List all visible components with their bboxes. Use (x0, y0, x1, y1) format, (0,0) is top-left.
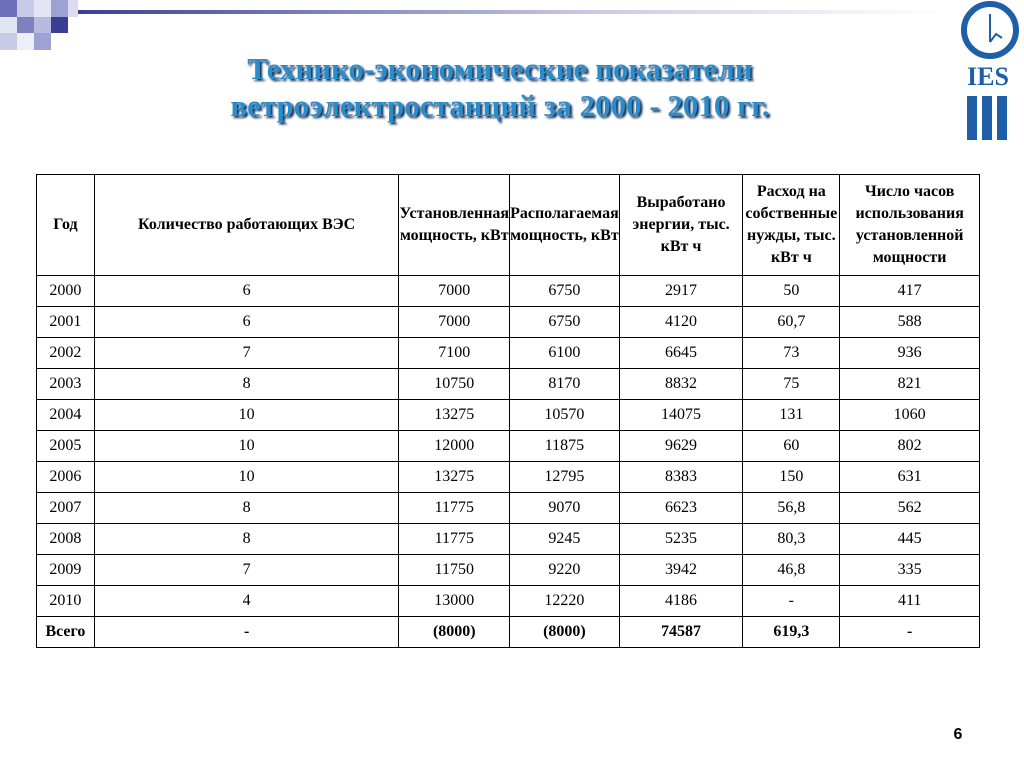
cell-energy-produced: 8383 (619, 462, 743, 493)
cell-installed-capacity: 7000 (399, 276, 510, 307)
cell-utilization-hours: 802 (840, 431, 980, 462)
cell-station-count: 7 (94, 338, 399, 369)
cell-year: 2005 (37, 431, 95, 462)
cell-available-capacity: 12795 (510, 462, 620, 493)
cell-station-count: 6 (94, 276, 399, 307)
header-available-capacity: Располагаемая мощность, кВт (510, 175, 620, 276)
cell-energy-produced: 9629 (619, 431, 743, 462)
cell-available-capacity: 10570 (510, 400, 620, 431)
cell-year: 2006 (37, 462, 95, 493)
cell-energy-produced: 8832 (619, 369, 743, 400)
cell-station-count: 8 (94, 524, 399, 555)
cell-own-consumption: 73 (743, 338, 840, 369)
cell-installed-capacity: 11750 (399, 555, 510, 586)
header-energy-produced: Выработано энергии, тыс. кВт ч (619, 175, 743, 276)
decor-square (0, 17, 17, 33)
header-installed-capacity: Установленная мощность, кВт (399, 175, 510, 276)
table-row (37, 493, 980, 524)
cell-available-capacity: 12220 (510, 586, 620, 617)
total-cell-station-count: - (94, 617, 399, 648)
cell-installed-capacity: 13275 (399, 462, 510, 493)
cell-station-count: 10 (94, 462, 399, 493)
cell-installed-capacity: 10750 (399, 369, 510, 400)
cell-available-capacity: 11875 (510, 431, 620, 462)
cell-utilization-hours: 335 (840, 555, 980, 586)
cell-year: 2003 (37, 369, 95, 400)
decor-line (78, 10, 940, 14)
cell-station-count: 10 (94, 431, 399, 462)
cell-station-count: 8 (94, 493, 399, 524)
decor-square (51, 0, 68, 17)
cell-own-consumption: 80,3 (743, 524, 840, 555)
total-cell-year: Всего (37, 617, 95, 648)
header-own-consumption: Расход на собственные нужды, тыс. кВт ч (743, 175, 840, 276)
table-row (37, 276, 980, 307)
cell-own-consumption: 50 (743, 276, 840, 307)
cell-station-count: 8 (94, 369, 399, 400)
cell-available-capacity: 6100 (510, 338, 620, 369)
cell-installed-capacity: 13000 (399, 586, 510, 617)
table-row (37, 431, 980, 462)
decor-square (0, 33, 17, 50)
total-cell-utilization-hours: - (840, 617, 980, 648)
cell-available-capacity: 9070 (510, 493, 620, 524)
table-total-row (37, 617, 980, 648)
cell-own-consumption: 150 (743, 462, 840, 493)
cell-energy-produced: 4186 (619, 586, 743, 617)
cell-station-count: 7 (94, 555, 399, 586)
slide-title (140, 50, 860, 124)
slide-title-line1: Технико-экономические показатели (247, 51, 753, 86)
decor-square (68, 0, 78, 17)
decor-square (51, 17, 68, 33)
table-row (37, 307, 980, 338)
cell-utilization-hours: 445 (840, 524, 980, 555)
cell-energy-produced: 14075 (619, 400, 743, 431)
decor-square (34, 33, 51, 50)
cell-own-consumption: 56,8 (743, 493, 840, 524)
table-row (37, 524, 980, 555)
cell-own-consumption: 75 (743, 369, 840, 400)
total-cell-own-consumption: 619,3 (743, 617, 840, 648)
cell-energy-produced: 4120 (619, 307, 743, 338)
cell-year: 2010 (37, 586, 95, 617)
total-cell-available-capacity: (8000) (510, 617, 620, 648)
cell-energy-produced: 2917 (619, 276, 743, 307)
cell-own-consumption: 131 (743, 400, 840, 431)
cell-year: 2000 (37, 276, 95, 307)
table-row (37, 338, 980, 369)
cell-year: 2004 (37, 400, 95, 431)
cell-own-consumption: - (743, 586, 840, 617)
decor-square (34, 17, 51, 33)
logo-text: IES (967, 62, 1009, 91)
cell-energy-produced: 5235 (619, 524, 743, 555)
cell-energy-produced: 3942 (619, 555, 743, 586)
cell-available-capacity: 9220 (510, 555, 620, 586)
slide-title-line2: ветроэлектростанций за 2000 - 2010 гг. (230, 88, 770, 123)
cell-utilization-hours: 821 (840, 369, 980, 400)
cell-energy-produced: 6623 (619, 493, 743, 524)
page-number: 6 (953, 726, 963, 743)
cell-station-count: 6 (94, 307, 399, 338)
cell-year: 2002 (37, 338, 95, 369)
cell-installed-capacity: 11775 (399, 493, 510, 524)
decor-square (34, 0, 51, 17)
cell-year: 2001 (37, 307, 95, 338)
cell-own-consumption: 60,7 (743, 307, 840, 338)
cell-available-capacity: 6750 (510, 276, 620, 307)
decor-square (0, 0, 17, 17)
cell-utilization-hours: 631 (840, 462, 980, 493)
decor-square (17, 33, 34, 50)
table-row (37, 555, 980, 586)
total-cell-installed-capacity: (8000) (399, 617, 510, 648)
total-cell-energy-produced: 74587 (619, 617, 743, 648)
cell-year: 2009 (37, 555, 95, 586)
cell-own-consumption: 46,8 (743, 555, 840, 586)
header-station-count: Количество работающих ВЭС (94, 175, 399, 276)
cell-utilization-hours: 588 (840, 307, 980, 338)
table-row (37, 369, 980, 400)
cell-available-capacity: 9245 (510, 524, 620, 555)
cell-utilization-hours: 417 (840, 276, 980, 307)
cell-station-count: 10 (94, 400, 399, 431)
cell-energy-produced: 6645 (619, 338, 743, 369)
cell-utilization-hours: 1060 (840, 400, 980, 431)
table-row (37, 586, 980, 617)
ies-logo (955, 0, 1021, 142)
table-header-row (37, 175, 980, 276)
cell-available-capacity: 8170 (510, 369, 620, 400)
cell-year: 2008 (37, 524, 95, 555)
cell-installed-capacity: 7000 (399, 307, 510, 338)
cell-installed-capacity: 11775 (399, 524, 510, 555)
cell-utilization-hours: 411 (840, 586, 980, 617)
header-utilization-hours: Число часов использования установленной мощности (840, 175, 980, 276)
header-year: Год (37, 175, 95, 276)
decor-square (17, 17, 34, 33)
cell-installed-capacity: 12000 (399, 431, 510, 462)
indicators-table (36, 174, 980, 648)
decor-square (17, 0, 34, 17)
cell-own-consumption: 60 (743, 431, 840, 462)
cell-installed-capacity: 13275 (399, 400, 510, 431)
cell-utilization-hours: 562 (840, 493, 980, 524)
cell-utilization-hours: 936 (840, 338, 980, 369)
cell-station-count: 4 (94, 586, 399, 617)
cell-installed-capacity: 7100 (399, 338, 510, 369)
cell-year: 2007 (37, 493, 95, 524)
table-row (37, 400, 980, 431)
table-row (37, 462, 980, 493)
cell-available-capacity: 6750 (510, 307, 620, 338)
